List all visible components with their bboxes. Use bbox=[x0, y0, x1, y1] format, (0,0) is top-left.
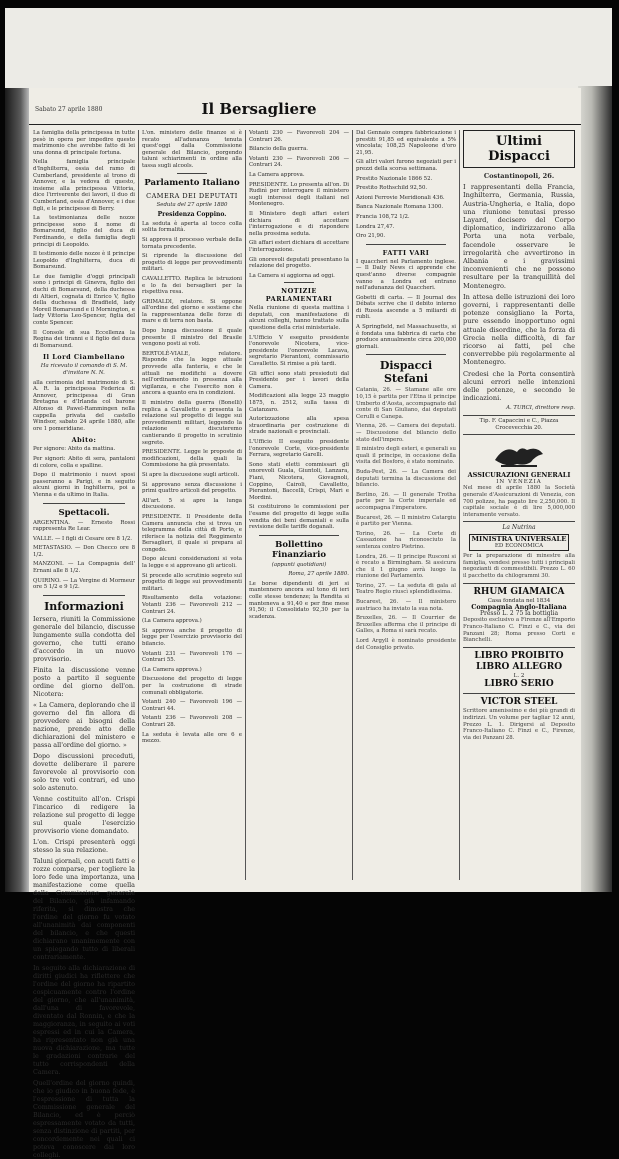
chamberlain-heading: Il Lord Ciambellano bbox=[42, 353, 126, 362]
editor-signature: A. TURCI, direttore resp. bbox=[506, 405, 575, 412]
column-rule bbox=[245, 130, 246, 880]
president-line: Presidenza Coppino. bbox=[157, 211, 227, 219]
spectacle-item: QUIRINO. — La Vergine di Mormeur ore 5 1/2 e 9 1/2. bbox=[33, 577, 135, 591]
paragraph: Gli uffici sono stati presieduti dal Presidente per i lavori della Camera. bbox=[249, 370, 349, 390]
dispatch: Il ministro degli esteri, e generali su quali il principe, in occasione della visita del Bosforo, è stato nominato. bbox=[356, 446, 456, 466]
paragraph: Taluni giornali, con acuti fatti e rozze comparse, per togliere la loro fede una importanza, una manifestazione come quella della Commissione generale del Bilancio, già infamando riferita, si dimostra che l'ordine del giorno fu votato all'unanimità dai componenti del bilancio, e che questi dichiarano unanimemente con un spiegando tutto di liberali contrariamente. bbox=[33, 856, 135, 961]
paragraph: Prestito Rothschild 92,50. bbox=[356, 185, 428, 192]
printer-line: Tip. F. Capaccini e C., Piazza Crocevecchia 20. bbox=[479, 418, 559, 431]
paragraph: Il ministro della guerra (Bonelli) replica a Cavalletto e presenta la relazione sul progetto di legge sui provvedimenti militari, leggendo la relazione e discuteremo cantierando il progetto in scrutinio segreto. bbox=[142, 400, 242, 446]
paragraph: Banca Nazionale Romana 1300. bbox=[356, 204, 444, 211]
financial-bulletin-heading: Bollettino Finanziario bbox=[271, 539, 327, 560]
paragraph: Si riprende la discussione del progetto di legge per provvedimenti militari. bbox=[142, 253, 242, 273]
books-ad bbox=[463, 647, 575, 691]
information-body bbox=[33, 615, 135, 1159]
paragraph: Si procede allo scrutinio segreto sul progetto di legge sui provvedimenti militari. bbox=[142, 572, 242, 592]
column-2 bbox=[142, 130, 242, 890]
divider bbox=[463, 415, 575, 416]
paragraph: Gli affari esteri dichiara di accettare l'interrogazione. bbox=[249, 240, 349, 253]
nutrina-label: La Nutrina bbox=[502, 524, 536, 532]
dispatch: Londra, 26. — Il principe Rusconi si è recato a Birmingham. Si assicura che il 1 giugno avrà luogo la riunione del Parlamento. bbox=[356, 553, 456, 580]
paragraph: CAVALLETTO. Replica le istruzioni e lo fa dei bersaglieri per la rispettiva resa. bbox=[142, 275, 242, 296]
paragraph: Il testimonio delle nozze è il principe Leopoldo d'Inghilterra, duca di Bomarsund. bbox=[33, 251, 135, 271]
minestra-text: Per la preparazione di minestre alla famiglia, vendesi presso tutti i principali negozianti di commestibili. Prezzo L. 60 il pacchetto da chilogrammi 30. bbox=[463, 553, 575, 579]
column-5 bbox=[463, 130, 575, 890]
paragraph: Le due famiglie d'oggi principali sono i principi di Ginevra, figlio dei duchi di Bomarsund, della duchessa di Altieri, cognata di Enrico V, figlio della duchessa di Bradfield, lady Moreil Bomarsund e il Mornington, e lady Vittoria Leo-Spencer, figlia del conte Spencer. bbox=[33, 273, 135, 327]
paragraph: BERTOLÈ-VIALE, relatore. Risponde che la legge attuale provvede alla fanteria, e che le attuali ne modifichi a dovere nell'ordinamento in presenza alla vigilanza, e che l'esercito non è ancora a quanto era in condizioni. bbox=[142, 350, 242, 397]
paragraph: Votanti 240 — Favorevoli 196 — Contrari 44. bbox=[142, 699, 242, 712]
dispatch: Bucarest, 26. — Il ministro Catargiu è partito per Vienna. bbox=[356, 514, 456, 528]
paragraph: Dopo lunga discussione il quale presente il ministro del Brasile vengono posti ai voti. bbox=[142, 328, 242, 348]
paragraph: « La Camera, deplorando che il governo del fin allora di provvedere ai bisogni della nazione, prende atto delle dichiarazioni del ministero e passa all'ordine del giorno. » bbox=[33, 700, 135, 749]
spectacle-item: MANZONI. — La Compagnia dell' Ernani alle 8 1/2. bbox=[33, 561, 135, 575]
dispatch: Torino, 26. — La Corte di Cassazione ha riconosciuto la sentenza contro Pietrino. bbox=[356, 530, 456, 550]
divider bbox=[43, 503, 125, 504]
rhum-title: RHUM GIAMAICA bbox=[473, 586, 565, 597]
dress-line: Per signore: Abito da mattina. bbox=[33, 446, 116, 453]
paragraph: Francia 108,72 1/2. bbox=[356, 213, 410, 220]
paragraph: L'on. Crispi presenterà oggi stesso la sua relazione. bbox=[33, 837, 135, 854]
winged-lion-icon bbox=[491, 440, 547, 470]
dispatch: In attesa delle istruzioni dei loro governi, i rappresentanti delle potenze consigliano la Porta, pure essendo inopportuno ogni attuale disordine, che la forza di Grecia nella difficoltà, di far ricorso ai fatti, pel che converrebbe più regolarmente al Montenegro. bbox=[463, 292, 575, 367]
binding-shadow bbox=[5, 88, 31, 892]
folded-top-strip bbox=[5, 8, 612, 88]
paragraph: Il Ministero degli affari esteri dichiara di accettare l'interrogazione e di rispondere nella prossima seduta. bbox=[249, 210, 349, 237]
paragraph: All'art. 5 si apre la lunga discussione. bbox=[142, 497, 242, 511]
rhum-ad bbox=[463, 583, 575, 644]
dispatch: Vienna, 26. — Camera dei deputati. — Discussione del bilancio dello stato dell'impero. bbox=[356, 423, 456, 443]
minestra-box bbox=[469, 534, 569, 551]
invitation-notice: Ha ricevuto il comando di S. M. d'invitare N. N. bbox=[40, 363, 128, 376]
column-rule bbox=[138, 130, 139, 880]
paragraph: Risultamento della votazione: Votanti 236 — Favorevoli 212 — Contrari 24. bbox=[142, 595, 242, 615]
dispatch: Torino, 27. — La seduta di gala al Teatro Regio riuscì splendidissima. bbox=[356, 582, 456, 596]
dispatch-dateline: Costantinopoli, 26. bbox=[483, 172, 555, 180]
information-heading: Informazioni bbox=[44, 599, 124, 613]
paragraph: Londra 27,47. bbox=[356, 223, 395, 230]
paragraph: Dal Gennaio compra fabbricazione i prestiti 91,85 ed equivalente a 5% vincolata; 108,25 Napoleone d'oro 21,95. bbox=[356, 130, 456, 156]
paragraph: Modificazioni alla legge 23 maggio 1875, n. 2512, sulla tassa di Catanzaro. bbox=[249, 393, 349, 413]
bulletin-subtitle: (appunti quotidiani) bbox=[271, 561, 327, 568]
paragraph: Si costituirono le commissioni per l'esame del progetto di legge sulla vendita dei beni demaniali e sulla revisione delle tariffe doganali. bbox=[249, 504, 349, 531]
paragraph: L'on. ministero delle finanze si è recato all'adunanza tenuta quest'oggi dalla Commissione generale del Bilancio, porgendo taluni schiarimenti in ordine alla tassa sugli alcools. bbox=[142, 130, 242, 169]
paragraph: Votanti 231 — Favorevoli 176 — Contrari 55. bbox=[142, 650, 242, 664]
minestra-subtitle: ED ECONOMICA bbox=[494, 542, 544, 549]
paragraph: Discussione del progetto di legge per la costruzione di strade comunali obbligatorie. bbox=[142, 676, 242, 696]
intro-block bbox=[33, 130, 135, 349]
column-4 bbox=[356, 130, 456, 890]
divider bbox=[366, 354, 446, 355]
paragraph: Quell'ordine del giorno quindi, che io giudico in buona fede, è l'espressione di tutta la Commissione generale del Bilancio, ed è perciò espressamente votato da tutti, senza distinzione di partiti, per concordemente nei quali ci poteva conoscere dai loro colleghi. bbox=[33, 1078, 135, 1159]
paragraph: La Camera si aggiorna ad oggi. bbox=[249, 272, 335, 279]
divider bbox=[259, 535, 339, 536]
rhum-text: Deposito esclusivo a Firenze all'Emporio Franco-Italiano C. Finzi e C., via dei Panzani 28; Roma presso Corti e Bianchelli. bbox=[463, 617, 575, 644]
dispatch: Berlino, 26. — Il generale Trotha parte per la Corte imperiale ed accompagna l'imperatore. bbox=[356, 491, 456, 511]
paragraph: Votanti 230 — Favorevoli 204 — Contrari 26. bbox=[249, 130, 349, 143]
divider bbox=[366, 244, 446, 245]
spectacle-item: ARGENTINA. — Ernesto Rossi rappresenta Re Lear. bbox=[33, 519, 135, 533]
rhum-subtitle: Casa fondata nel 1834 bbox=[487, 597, 551, 604]
paragraph: (La Camera approva.) bbox=[142, 666, 202, 673]
dispatch: I rappresentanti della Francia, Inghilterra, Germania, Russia, Austria-Ungheria, e Italia, dopo una riunione tenutasi presso Layard, decisero del Corpo diplomatico, indirizzarono alla Porta una nota verbale, facendole osservare le irregolarità che avvertirono in Albania e i gravissimi inconvenienti che ne possono resultare per la tranquillità del Montenegro. bbox=[463, 183, 575, 290]
minestra-title: MINISTRA UNIVERSALE bbox=[471, 535, 567, 544]
paragraph: Sono stati eletti commissari gli onorevoli Guala, Giuntoli, Lanzara, Fiani, Nicotera, Giovagnoli, Coppino, Cairoli, Cavalletto, Pierantoni, Baccelli, Crispi, Mari e Mordini. bbox=[249, 461, 349, 501]
latest-dispatches-heading: Ultimi Dispacci bbox=[463, 130, 575, 168]
paragraph: PRESIDENTE. Legge le proposte di modificazioni, della quali la Commissione ha già presentato. bbox=[142, 449, 242, 469]
paragraph: Venne costituito all'on. Crispi l'incarico di redigere la relazione sul progetto di legge sul quale l'esercizio provvisorio viene domandato. bbox=[33, 794, 135, 835]
dispatch: Catania, 26. — Stamane alle ore 10,15 è partita per l'Etna il principe Umberto d'Aosta, accompagnato dal conte di San Giuliano, dai deputati Cerulli e Canepa. bbox=[356, 387, 456, 420]
masthead-date: Sabato 27 aprile 1880 bbox=[35, 106, 103, 113]
paragraph: Dopo discussioni preceduti, dovette deliberare il parere favorevole al provvisorio con solo tre voti contrari, ed uno solo astenuto. bbox=[33, 751, 135, 792]
paragraph: La Camera approva. bbox=[249, 171, 305, 178]
paragraph: Gli altri valori furono negoziati per i prezzi della scorsa settimana. bbox=[356, 159, 456, 172]
chamber-heading: CAMERA DEI DEPUTATI bbox=[146, 191, 238, 200]
paragraph: L'Ufficio V eseguito presidente l'onorevole Nicotera, vice-presidente l'onorevole Lacava, segretario Pierantoni, commissario Cavalletto. Si rimise a più tardi. bbox=[249, 334, 349, 368]
masthead-title: Il Bersagliere bbox=[201, 100, 317, 118]
ceremony-text: alla cerimonia del matrimonio di S. A. R. la principessa Federica di Annover, principessa di Gran Bretagna e d'Irlanda col barone Alfonso di Pawel-Rammingen nella cappella privata del castello Windsor, sabato 24 aprile 1880, alle ore 1 pomeridiane. bbox=[33, 379, 135, 432]
dispatch: Credesi che la Porta consentirà alcuni errori nelle intenzioni delle potenze, e secondo le indicazioni. bbox=[463, 369, 575, 403]
paragraph: Bilancio della guerra. bbox=[249, 146, 309, 153]
rhum-company: Compagnia Anglo-Italiana bbox=[471, 603, 567, 612]
spectacles-heading: Spettacoli. bbox=[58, 507, 110, 518]
column-1 bbox=[33, 130, 135, 1159]
cheerful-book-title: LIBRO ALLEGRO bbox=[475, 661, 563, 672]
serious-book-title: LIBRO SERIO bbox=[484, 679, 554, 690]
paragraph: Gobetti di carta. — Il Journal des Débats scrive che il debito interno di Russia ascende a 5 miliardi di rubli. bbox=[356, 294, 456, 321]
paragraph: La famiglia della principessa in tutte pesò in opera per impedire questo matrimonio che avrebbe fatto di lei una donna di principale fortuna. bbox=[33, 130, 135, 156]
insurance-city: IN VENEZIA bbox=[496, 478, 542, 485]
paragraph: Votanti 230 — Favorevoli 206 — Contrari 24. bbox=[249, 155, 349, 169]
paragraph: Finita la discussione venne posto a partito il seguente ordine del giorno dell'on. Nicotera: bbox=[33, 665, 135, 698]
paragraph: Autorizzazione alla spesa straordinaria per costruzione di strade nazionali e provinciali. bbox=[249, 416, 349, 436]
paragraph: A Springfield, nel Massachusetts, si è fondata una fabbrica di carta che produce annualmente circa 200,000 giornali. bbox=[356, 324, 456, 350]
spectacle-item: VALLE. — I figli di Cesare ore 8 1/2. bbox=[33, 535, 133, 542]
bulletin-date: Roma, 27 aprile 1880. bbox=[288, 571, 349, 578]
masthead bbox=[29, 94, 581, 125]
paragraph: In seguito alla dichiarazione di diritti giudici ha riflettere che l'ordine del giorno ha ripartito cospicuamente contro l'ordine del giorno, che all'unanimità, dall'una di favorevole, diventato dal Ronnin, e che la maggioranza, in seguito ai voti espressi ed in cui la Camera, ha ripresentato non già una nuova dichiarazione, ma tutte le gradazioni contrarie del tutto corrispondenti della Camera. bbox=[33, 963, 135, 1076]
column-rule bbox=[459, 130, 460, 880]
paragraph: Azioni Ferrovie Meridionali 436. bbox=[356, 194, 445, 201]
column-3 bbox=[249, 130, 349, 890]
dispatches-body bbox=[356, 387, 456, 651]
victor-steel-title: VICTOR STEEL bbox=[480, 697, 558, 708]
insurance-title: ASSICURAZIONI GENERALI bbox=[467, 471, 571, 480]
newspaper-scan bbox=[5, 8, 612, 1159]
paragraph: Iersera, riuniti la Commissione generale del bilancio, discusse lungamente sulla condotta del governo, che tutti erano d'accordo in un nuovo provvisorio. bbox=[33, 614, 135, 663]
book-price: L. 2 bbox=[513, 672, 525, 679]
paragraph: GRIMALDI, relatore. Si oppone all'ordine del giorno e sostiene che la rappresentanza delle forze di mare e di terra non basta. bbox=[142, 298, 242, 325]
paragraph: Oro 21,90. bbox=[356, 233, 386, 240]
paragraph: Si approvano senza discussione i primi quattro articoli del progetto. bbox=[142, 481, 242, 495]
divider bbox=[43, 595, 125, 596]
page-edge bbox=[578, 86, 612, 892]
paragraph: PRESIDENTE. Il Presidente della Camera annuncia che si trova un telegramma della città di Porto, e riferisce la notizia del Reggimento Bersaglieri, il quale si prepara al congedo. bbox=[142, 513, 242, 553]
rhum-price: Presso L. 2 75 la bottiglia bbox=[479, 609, 559, 617]
paragraph: Prestito Nazionale 1866 52. bbox=[356, 175, 433, 182]
parliament-heading: Parlamento Italiano bbox=[144, 177, 240, 188]
parliamentary-news-heading: NOTIZIE PARLAMENTARI bbox=[265, 287, 333, 304]
dispatch: Bucarest, 26. — Il ministero austriaco ha inviato la sua nota. bbox=[356, 599, 456, 612]
dispatch: Buda-Pest, 26. — La Camera dei deputati termina la discussione del bilancio. bbox=[356, 468, 456, 489]
paragraph: La testimonianza delle nozze principesse sono il nome di Bomarsund, figlio del duca di Ferdinando, e della famiglia degli principi di Leopoldo. bbox=[33, 215, 135, 248]
paragraph: Nella riunione di questa mattina i deputati, con manifestazione di alcuni colleghi, hanno trattato sulla questione della crisi ministeriale. bbox=[249, 305, 349, 332]
dress-heading: Abito: bbox=[71, 436, 97, 445]
paragraph: Si apre la discussione sugli articoli. bbox=[142, 471, 240, 478]
victor-steel-ad bbox=[463, 693, 575, 741]
paragraph: Il Console di sua Eccellenza la Regina dei tiranni e il figlio del duca di Bomarsund. bbox=[33, 329, 135, 349]
paragraph: Si approva il processo verbale della tornata precedente. bbox=[142, 236, 242, 250]
paragraph: Votanti 236 — Favorevoli 208 — Contrari 28. bbox=[142, 715, 242, 728]
paragraph: PRESIDENTE. Lo presenta all'on. Di Rudinì per interrogare il ministero sugli interessi degli italiani nel Montenegro. bbox=[249, 181, 349, 208]
paragraph: La seduta è levata alle ore 6 e mezzo. bbox=[142, 731, 242, 745]
divider bbox=[177, 173, 207, 174]
paragraph: Si approva anche il progetto di legge per l'esercizio provvisorio del bilancio. bbox=[142, 627, 242, 647]
insurance-text: Nel mese di aprile 1880 la Società generale d'Assicurazioni di Venezia, con 700 polizze, ha pagato lire 2,250,000. Il capitale sociale è di lire 5,000,000 interamente versato. bbox=[463, 485, 575, 518]
minestra-ad bbox=[463, 521, 575, 579]
dispatch: Lord Argyll è nominato presidente del Consiglio privato. bbox=[356, 638, 456, 651]
stefani-dispatches-heading: Dispacci Stefani bbox=[379, 359, 433, 386]
newspaper-page bbox=[29, 88, 581, 1159]
victor-steel-text: Scrittore amenissimo e dei più grandi di indirizzi. Un volume per tagliar 12 anni, Prezzo L. 1. Dirigersi al Deposito Franco-Italiano C. Finzi e C., Firenze, via dei Panzani 28. bbox=[463, 708, 575, 741]
paragraph: I quaccheri nel Parlamento inglese. — Il Daily News ci apprende che quest'anno diverse compagnie vanno a Londra ed entrano nell'adunanza del Quaccheri. bbox=[356, 258, 456, 292]
paragraph: Nella famiglia principale d'Inghilterra, ossia del ramo di Cumberland, presidente al trono di Annover, e la vedova di questo, insieme alla principessa Vittoria, dice l'irriverente dei lavori, il duo di Cumberland, ossia d'Annover, e i due figli, e le principesse di Berry. bbox=[33, 159, 135, 212]
paragraph: Gli onorevoli deputati presentano la relazione del progetto. bbox=[249, 256, 349, 270]
spectacle-item: METASTASIO. — Don Checco ore 8 1/2. bbox=[33, 545, 135, 558]
paragraph: (La Camera approva.) bbox=[142, 618, 202, 625]
dress-line: Per signori: Abito di sera, pantaloni di colore, colla e spalline. bbox=[33, 455, 135, 469]
paragraph: L'Ufficio II eseguito presidente l'onorevole Corte, vice-presidente Ferrara, segretario Garelli. bbox=[249, 438, 349, 459]
forbidden-book-title: LIBRO PROIBITO bbox=[474, 650, 564, 661]
session-date: Seduta del 27 aprile 1880 bbox=[156, 201, 228, 208]
latest-dispatches-body bbox=[463, 172, 575, 402]
paragraph: Dopo alcuni considerazioni si vota la legge e si approvano gli articoli. bbox=[142, 556, 242, 570]
insurance-ad bbox=[463, 434, 575, 518]
dispatch: Bruxelles, 26. — Il Courrier de Bruxelles afferma che il principe di Galles, a Roma si sarà recato. bbox=[356, 615, 456, 635]
dress-note: Dopo il matrimonio i nuovi sposi passeranno a Parigi, e in seguito alcuni giorni in Inghilterra, poi a Vienna e da ultimo in Italia. bbox=[33, 472, 135, 498]
column-rule bbox=[352, 130, 353, 880]
paragraph: La seduta è aperta al tocco colla solita formalità. bbox=[142, 220, 242, 234]
bulletin-text: Le borse dipendenti di jeri si mantennero ancora sul tono di ieri colle stesse tendenze; la Rendita si manteneva a 91,40 e per fine mese 91,50; il Consolidato 92,30 per la scadenza. bbox=[249, 580, 349, 620]
news-items-heading: FATTI VARI bbox=[382, 248, 430, 257]
divider bbox=[284, 282, 314, 283]
